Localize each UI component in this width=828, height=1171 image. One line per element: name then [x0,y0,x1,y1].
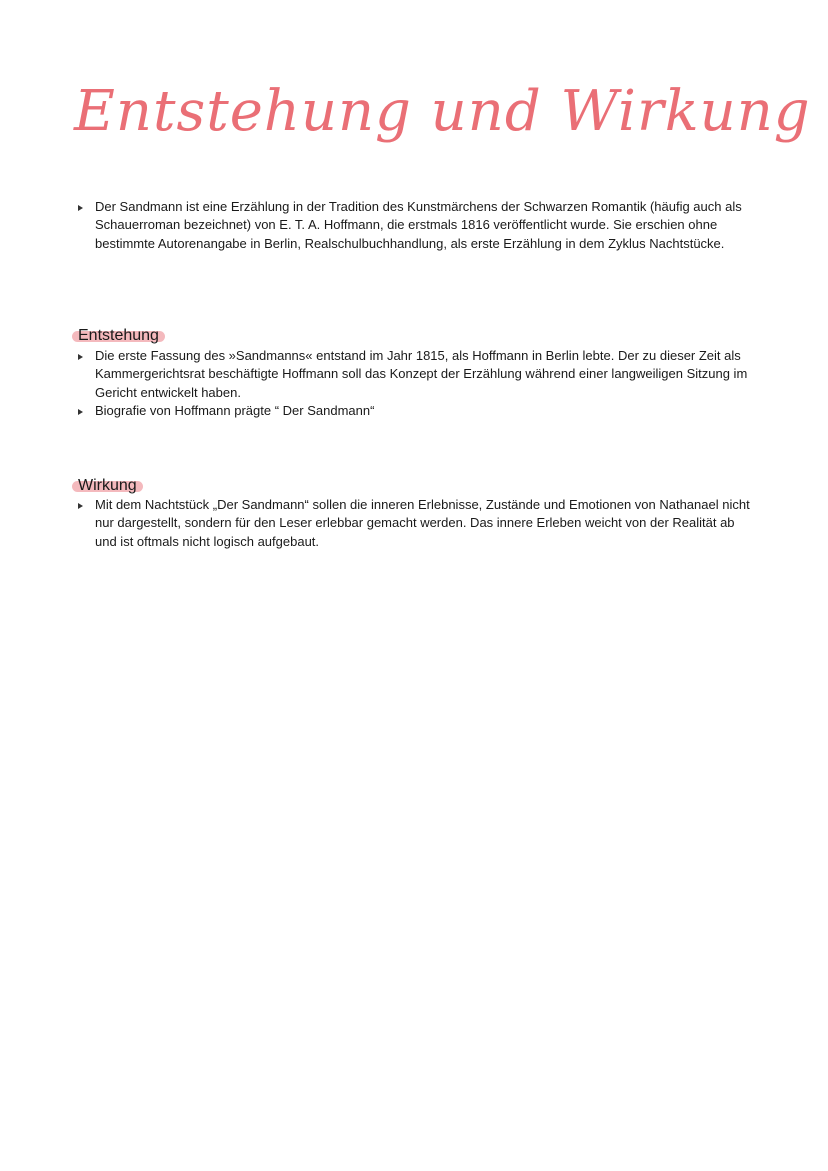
bullet-triangle-icon [78,503,83,509]
page-title: Entstehung und Wirkung [74,79,811,144]
bullet-triangle-icon [78,205,83,211]
list-item-text: Die erste Fassung des »Sandmanns« entstand im Jahr 1815, als Hoffmann in Berlin lebte. Der zu dieser Zeit als Kammergerichtsrat beschäftigte Hoffmann soll das Konzept der Erzählung während einer langweiligen Sitzung im Gericht entwickelt haben. [95,348,748,400]
list-item-text: Biografie von Hoffmann prägte “ Der Sandmann“ [95,403,375,419]
list-item [74,347,754,402]
section-heading-entstehung [72,326,165,346]
section-list-wirkung [74,496,754,551]
list-item [74,402,754,420]
section-heading-wirkung [72,476,143,496]
bullet-triangle-icon [78,354,83,360]
list-item [74,496,754,551]
intro-paragraph [74,198,754,253]
section-heading-text: Wirkung [78,477,137,494]
intro-text: Der Sandmann ist eine Erzählung in der Tradition des Kunstmärchens der Schwarzen Romantik (häufig auch als Schauerroman bezeichnet) von E. T. A. Hoffmann, die erstmals 1816 veröffentlicht wurde. Sie erschien ohne bestimmte Autorenangabe in Berlin, Realschulbuchhandlung, als erste Erzählung in dem Zyklus Nachtstücke. [95,199,742,251]
list-item-text: Mit dem Nachtstück „Der Sandmann“ sollen die inneren Erlebnisse, Zustände und Emotionen von Nathanael nicht nur dargestellt, sondern für den Leser erlebbar gemacht werden. Das innere Erleben weicht von der Realität ab und ist oftmals nicht logisch aufgebaut. [95,497,750,549]
section-heading-text: Entstehung [78,327,159,344]
intro-list [74,198,754,253]
section-list-entstehung [74,347,754,421]
bullet-triangle-icon [78,409,83,415]
